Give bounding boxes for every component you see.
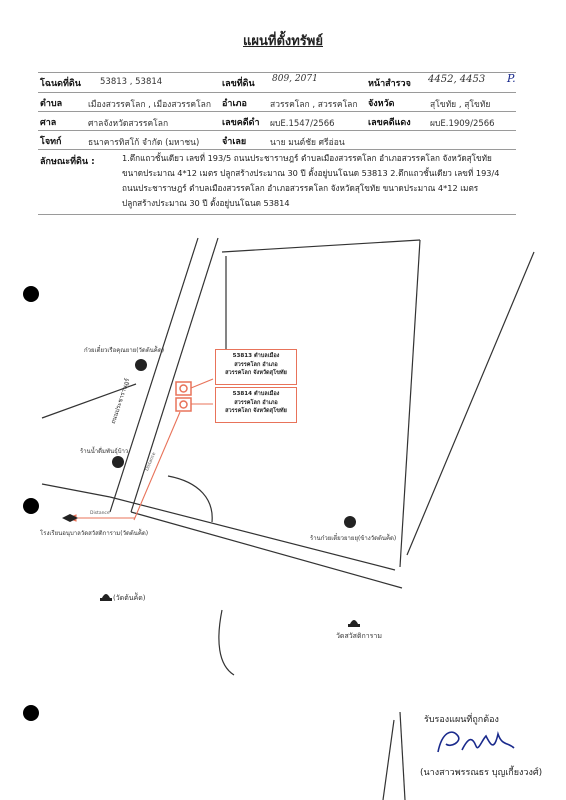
court-value: ศาลจังหวัดสวรรคโลก bbox=[88, 119, 169, 129]
callout-line: สวรรคโลก อำเภอ bbox=[234, 361, 278, 368]
province-value: สุโขทัย , สุโขทัย bbox=[430, 100, 491, 110]
description-line: ถนนประชาราษฎร์ ตำบลเมืองสวรรคโลก อำเภอสวรรคโลก จังหวัดสุโขทัย ขนาดประมาณ 4*12 เมตร bbox=[122, 183, 479, 193]
map-icons bbox=[62, 359, 360, 627]
block-edge bbox=[400, 240, 420, 567]
description-line: ปลูกสร้างประมาณ 30 ปี ตั้งอยู่บนโฉนด 53814 bbox=[122, 198, 290, 208]
defendant-label: จำเลย bbox=[222, 137, 247, 147]
property-marker-53814 bbox=[176, 398, 191, 411]
plaintiff-label: โจทก์ bbox=[40, 137, 62, 147]
defendant-value: นาย มนต์ชัย ศรีอ่อน bbox=[270, 138, 345, 148]
deed-value: 53813 , 53814 bbox=[100, 77, 163, 87]
place-temple-1: (วัดต้นค้ัด) bbox=[113, 594, 146, 602]
block-edge bbox=[222, 240, 420, 252]
road-label: ถนนประชาราษฎร์ bbox=[109, 377, 132, 425]
callout-line: สวรรคโลก จังหวัดสุโขทัย bbox=[225, 408, 287, 414]
description-line: 1.ตึกแถวชั้นเดียว เลขที่ 193/5 ถนนประชาราษฎร์ ตำบลเมืองสวรรคโลก อำเภอสวรรคโลก จังหวัดสุโขทัย bbox=[122, 153, 492, 163]
road-edge bbox=[131, 512, 402, 588]
place-noodle-shop: ก๋วยเตี๋ยวเรือคุณยาย(วัดต้นค้ัด) bbox=[84, 347, 165, 354]
district-label: อำเภอ bbox=[222, 99, 247, 109]
road-edge bbox=[110, 238, 198, 512]
signature bbox=[432, 722, 522, 762]
red-case-label: เลขคดีแดง bbox=[368, 118, 411, 128]
temple-icon bbox=[100, 594, 112, 601]
temple-icon bbox=[348, 620, 360, 627]
restaurant-icon bbox=[344, 516, 356, 528]
red-case-value: ผบE.1909/2566 bbox=[430, 119, 495, 129]
certification-text: รับรองแผนที่ถูกต้อง bbox=[424, 715, 499, 725]
lane-curve bbox=[168, 476, 212, 522]
callout-53813 bbox=[215, 349, 297, 385]
road-edge bbox=[131, 238, 218, 512]
callout-line: 53813 ตำบลเมือง bbox=[232, 353, 280, 359]
restaurant-icon bbox=[135, 359, 147, 371]
description-label: ลักษณะที่ดิน : bbox=[40, 157, 95, 167]
road-edge bbox=[383, 720, 394, 800]
black-case-value: ผบE.1547/2566 bbox=[270, 119, 335, 129]
certifier-name: (นางสาวพรรณธร บุญเกี้ยงวงศ์) bbox=[420, 768, 543, 778]
district-value: สวรรคโลก , สวรรคโลก bbox=[270, 100, 358, 110]
road-edge bbox=[400, 712, 405, 800]
survey-page-label: หน้าสำรวจ bbox=[368, 79, 411, 89]
plaintiff-value: ธนาคารทิสโก้ จำกัด (มหาชน) bbox=[88, 138, 200, 148]
road-edge bbox=[407, 252, 534, 555]
place-school: โรงเรียนอนุบาลวัดสวัสติการาม(วัดต้นค้ัด) bbox=[40, 530, 149, 537]
province-label: จังหวัด bbox=[368, 99, 395, 109]
land-no-value: 809, 2071 bbox=[272, 74, 318, 84]
place-drink-shop: ร้านน้ำดื่มพันธุ์บ้าว bbox=[80, 448, 129, 455]
place-temple-2: วัดสวัสติการาม bbox=[336, 632, 382, 640]
place-noodle-shop-2: ร้านก๋วยเตี๋ยวยายยุ(ข้างวัดต้นค้ัด) bbox=[310, 535, 397, 542]
property-marker-53813 bbox=[176, 382, 191, 395]
handwritten-mark: P. bbox=[507, 72, 516, 85]
distance-label: Distance bbox=[90, 511, 110, 516]
distance-label: Distance bbox=[145, 451, 158, 472]
callout-line: สวรรคโลก จังหวัดสุโขทัย bbox=[225, 370, 287, 376]
road-curve bbox=[219, 610, 234, 675]
callout-leader bbox=[191, 379, 213, 388]
callout-line: 53814 ตำบลเมือง bbox=[232, 391, 280, 397]
subdistrict-label: ตำบล bbox=[40, 99, 63, 109]
deed-label: โฉนดที่ดิน bbox=[40, 79, 81, 89]
callout-line: สวรรคโลก อำเภอ bbox=[234, 399, 278, 406]
description-line: ขนาดประมาณ 4*12 เมตร ปลูกสร้างประมาณ 30 ปี ตั้งอยู่บนโฉนด 53813 2.ตึกแถวชั้นเดียว เลขที่ 193/4 bbox=[122, 168, 500, 178]
court-label: ศาล bbox=[40, 118, 57, 128]
survey-page-value: 4452, 4453 bbox=[428, 74, 486, 85]
black-case-label: เลขคดีดำ bbox=[222, 118, 260, 128]
callout-53814 bbox=[215, 387, 297, 423]
restaurant-icon bbox=[112, 456, 124, 468]
page-title: แผนที่ตั้งทรัพย์ bbox=[243, 34, 323, 49]
subdistrict-value: เมืองสวรรคโลก , เมืองสวรรคโลก bbox=[88, 100, 212, 110]
land-no-label: เลขที่ดิน bbox=[222, 79, 255, 89]
road-edge bbox=[42, 484, 110, 497]
